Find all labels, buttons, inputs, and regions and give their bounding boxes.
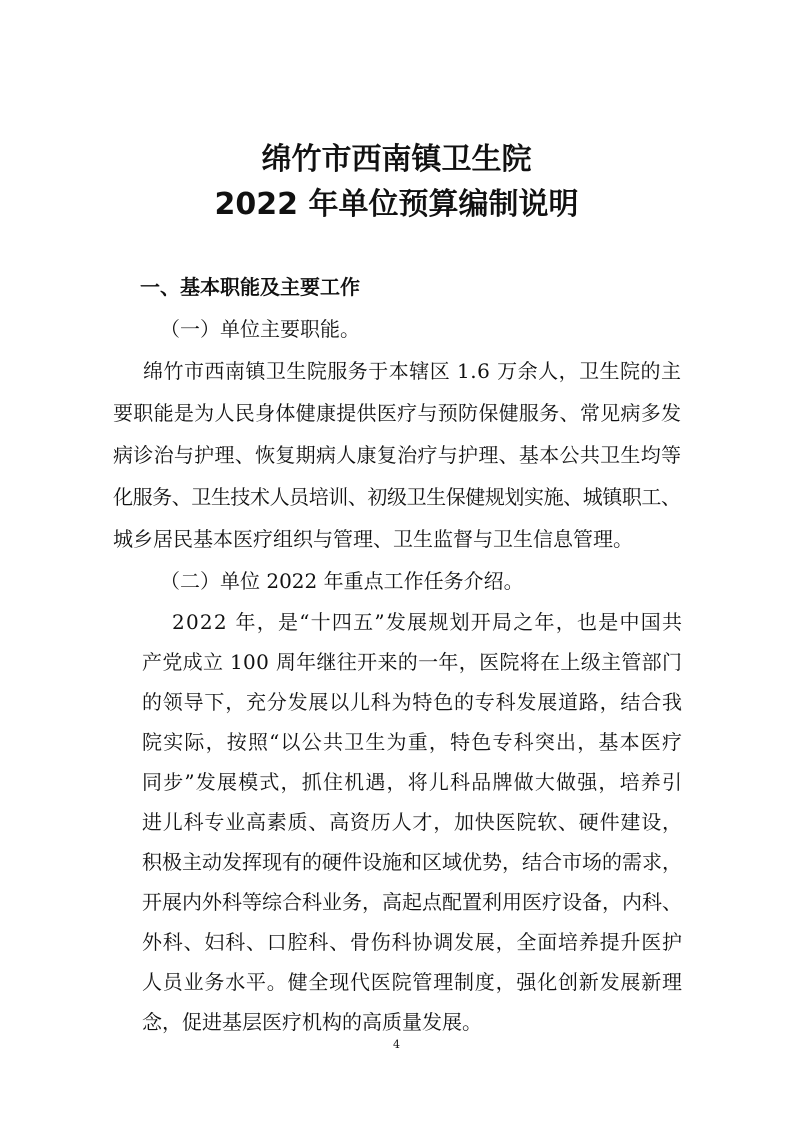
- para1-line: 绵竹市西南镇卫生院服务于本辖区 1.6 万余人，卫生院的主: [143, 359, 682, 383]
- title-line-1: 绵竹市西南镇卫生院: [261, 142, 532, 177]
- para2-line: 产党成立 100 周年继往开来的一年，医院将在上级主管部门: [142, 650, 683, 674]
- para2-line: 开展内外科等综合科业务，高起点配置利用医疗设备，内科、: [142, 890, 682, 914]
- para1-line: 化服务、卫生技术人员培训、初级卫生保健规划实施、城镇职工、: [113, 485, 681, 509]
- para1-line: 城乡居民基本医疗组织与管理、卫生监督与卫生信息管理。: [113, 527, 633, 551]
- para2-line: 外科、妇科、口腔科、骨伤科协调发展，全面培养提升医护: [142, 930, 683, 954]
- subsection-heading-2: （二）单位 2022 年重点工作任务介绍。: [160, 569, 524, 593]
- page-number: 4: [393, 1038, 400, 1051]
- para2-line: 积极主动发挥现有的硬件设施和区域优势，结合市场的需求，: [142, 850, 682, 874]
- para2-line: 2022 年，是“十四五”发展规划开局之年，也是中国共: [172, 610, 684, 634]
- para1-line: 病诊治与护理、恢复期病人康复治疗与护理、基本公共卫生均等: [113, 443, 682, 467]
- section-heading-1: 一、基本职能及主要工作: [140, 275, 360, 299]
- para2-line: 院实际，按照“以公共卫生为重，特色专科突出，基本医疗: [142, 730, 684, 754]
- para1-line: 要职能是为人民身体健康提供医疗与预防保健服务、常见病多发: [113, 401, 682, 425]
- para2-line: 同步”发展模式，抓住机遇，将儿科品牌做大做强，培养引: [142, 770, 684, 794]
- subsection-heading-1: （一）单位主要职能。: [160, 317, 360, 341]
- para2-line: 人员业务水平。健全现代医院管理制度，强化创新发展新理: [142, 970, 683, 994]
- para2-line: 进儿科专业高素质、高资历人才，加快医院软、硬件建设，: [142, 810, 683, 834]
- title-line-2: 2022 年单位预算编制说明: [214, 187, 579, 222]
- para2-line: 的领导下，充分发展以儿科为特色的专科发展道路，结合我: [142, 690, 683, 714]
- para2-line: 念，促进基层医疗机构的高质量发展。: [142, 1010, 482, 1034]
